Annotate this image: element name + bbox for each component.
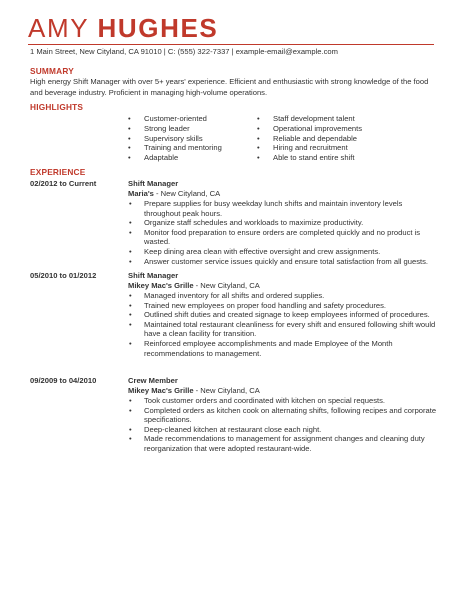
job-bullet: • Monitor food preparation to ensure orders are completed quickly and no product is wasted. — [128, 228, 438, 247]
summary-heading: SUMMARY — [30, 66, 74, 76]
job-company-line — [128, 189, 220, 198]
highlight-item: • Hiring and recruitment — [257, 143, 362, 153]
job-bullet: • Completed orders as kitchen cook on alternating shifts, following recipes and corporate specifications. — [128, 406, 438, 425]
job-bullet: • Reinforced employee accomplishments and made Employee of the Month recommendations to management. — [128, 339, 438, 358]
job-bullet: • Made recommendations to management for assignment changes and cleaning duty reorganization that were adopted restaurant-wide. — [128, 434, 438, 453]
company-location: - New Cityland, CA — [193, 385, 260, 395]
job-bullets — [128, 291, 438, 358]
summary-text: High energy Shift Manager with over 5+ years' experience. Efficient and enthusiastic with strong knowledge of the food and beverage industry. Proficient in managing high-volume operations. — [30, 77, 429, 97]
highlight-item: • Operational improvements — [257, 124, 362, 134]
job-bullet: • Maintained total restaurant cleanliness for every shift and ensured following shift would have a clean facility for transition. — [128, 320, 438, 339]
job-bullet: • Trained new employees on proper food handling and safety procedures. — [128, 301, 438, 311]
highlight-item: • Strong leader — [128, 124, 222, 134]
company-location: - New Cityland, CA — [153, 188, 221, 198]
job-bullet: • Outlined shift duties and created signage to keep employees informed of procedures. — [128, 310, 438, 320]
company-name: Mikey Mac's Grille — [128, 280, 194, 290]
highlight-item: • Training and mentoring — [128, 143, 222, 153]
highlights-right-list — [257, 114, 362, 163]
job-company-line — [128, 281, 260, 290]
job-bullet: • Keep dining area clean with effective oversight and crew assignments. — [128, 247, 438, 257]
highlights-heading: HIGHLIGHTS — [30, 102, 84, 112]
job-title: Shift Manager — [128, 271, 179, 280]
job-bullets — [128, 199, 438, 266]
job-bullet: • Took customer orders and coordinated with kitchen on special requests. — [128, 396, 438, 406]
job-title: Shift Manager — [128, 179, 179, 188]
job-bullet: • Prepare supplies for busy weekday lunch shifts and maintain inventory levels throughout peak hours. — [128, 199, 438, 218]
last-name: HUGHES — [97, 13, 219, 43]
job-company-line — [128, 386, 260, 395]
highlight-item: • Able to stand entire shift — [257, 153, 362, 163]
job-bullet: • Answer customer service issues quickly and ensure total satisfaction from all guests. — [128, 257, 438, 267]
candidate-name — [28, 14, 218, 42]
highlight-item: • Supervisory skills — [128, 134, 222, 144]
job-dates: 02/2012 to Current — [30, 179, 97, 188]
job-bullet: • Organize staff schedules and workloads to maximize productivity. — [128, 218, 438, 228]
job-title: Crew Member — [128, 376, 178, 385]
header-divider — [28, 44, 434, 45]
job-dates: 05/2010 to 01/2012 — [30, 271, 97, 280]
company-name: Mikey Mac's Grille — [128, 385, 194, 395]
highlight-item: • Staff development talent — [257, 114, 362, 124]
company-location: - New Cityland, CA — [193, 280, 260, 290]
highlight-item: • Adaptable — [128, 153, 222, 163]
experience-heading: EXPERIENCE — [30, 167, 86, 177]
contact-line: 1 Main Street, New Cityland, CA 91010 | C: (555) 322-7337 | example-email@example.com — [30, 47, 338, 56]
job-bullet: • Deep-cleaned kitchen at restaurant close each night. — [128, 425, 438, 435]
company-name: Maria's — [128, 188, 154, 198]
highlight-item: • Reliable and dependable — [257, 134, 362, 144]
first-name: AMY — [28, 13, 89, 43]
highlights-left-list — [128, 114, 222, 163]
job-bullet: • Managed inventory for all shifts and ordered supplies. — [128, 291, 438, 301]
job-bullets — [128, 396, 438, 454]
job-dates: 09/2009 to 04/2010 — [30, 376, 97, 385]
highlight-item: • Customer-oriented — [128, 114, 222, 124]
